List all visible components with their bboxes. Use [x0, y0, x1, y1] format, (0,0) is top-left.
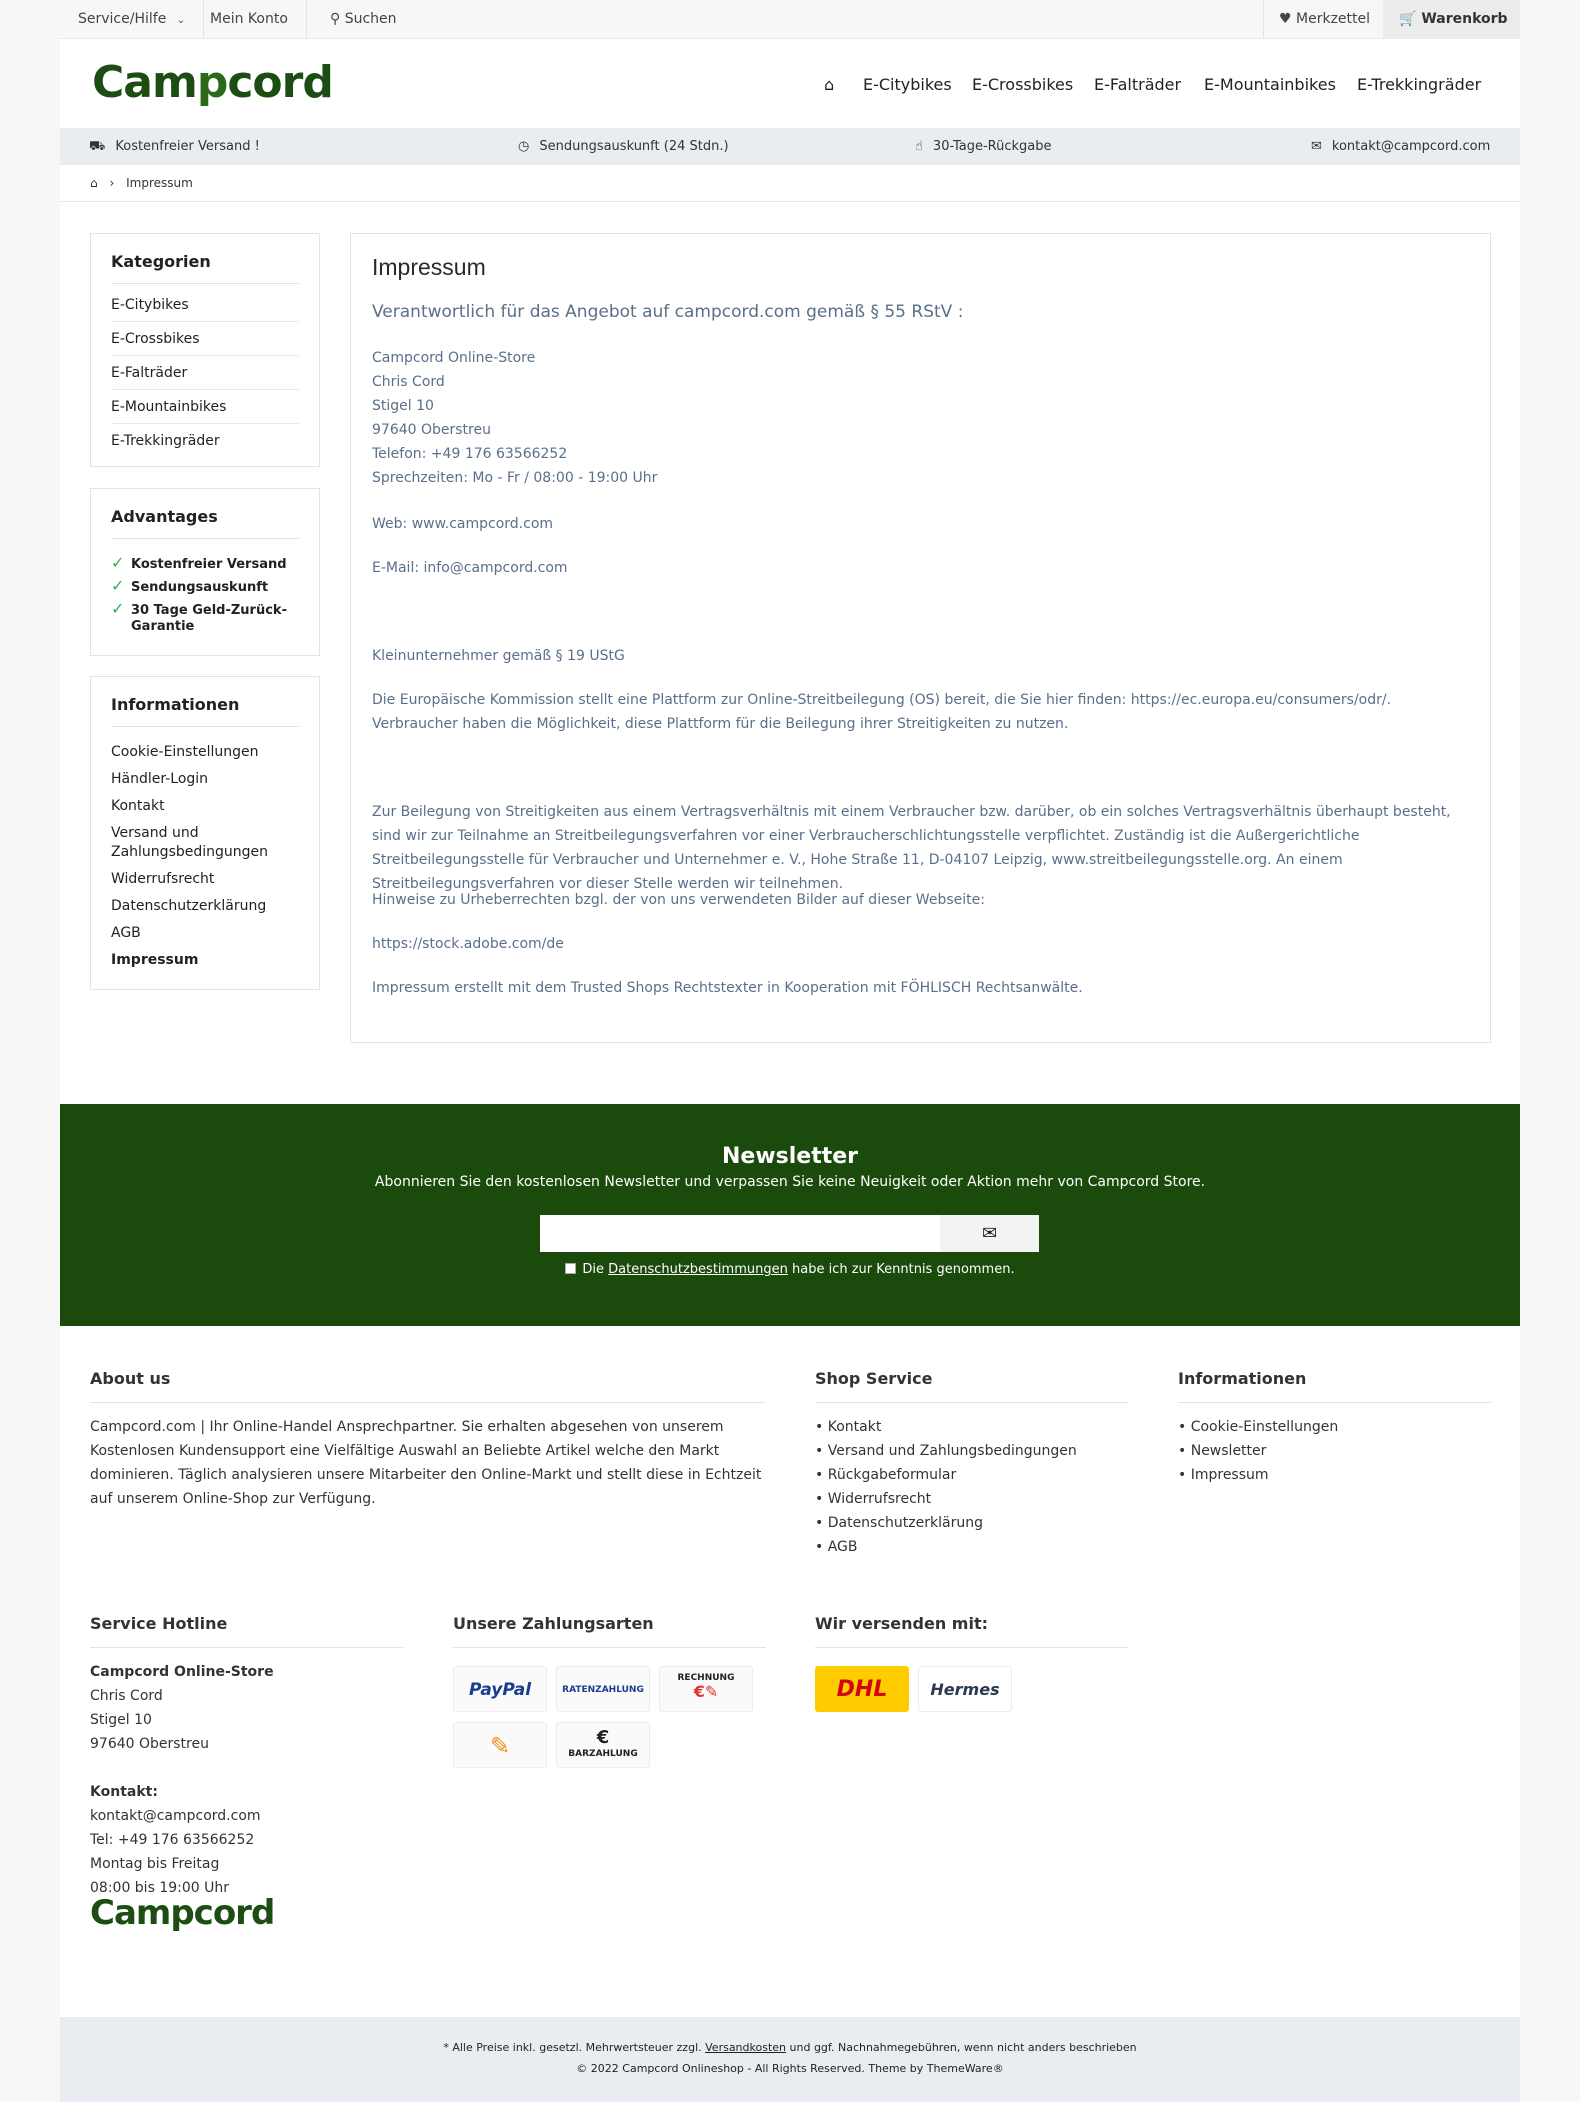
- footer-link[interactable]: • Cookie-Einstellungen: [1178, 1419, 1339, 1435]
- footer-link-label: Newsletter: [1190, 1443, 1267, 1459]
- barzahlung-label: BARZAHLUNG: [568, 1749, 638, 1759]
- paypal-logo: [453, 1666, 547, 1712]
- sidebar-item-faltraeder[interactable]: E-Falträder: [111, 356, 299, 390]
- sidebar-item-datenschutz[interactable]: Datenschutzerklärung: [111, 898, 267, 914]
- sidebar-item-trekkingraeder[interactable]: E-Trekkingräder: [111, 433, 220, 449]
- usp-tracking: [518, 128, 729, 165]
- thumbs-up-icon: ☝: [915, 139, 923, 154]
- sidebar-item-agb[interactable]: AGB: [111, 925, 141, 941]
- checkmark-icon: ✓: [111, 599, 125, 618]
- clock-icon: ◷: [518, 139, 530, 154]
- hotline-line: 97640 Oberstreu: [90, 1736, 209, 1752]
- footer-hotline: [90, 1614, 403, 1900]
- hours-line: Sprechzeiten: Mo - Fr / 08:00 - 19:00 Uhr: [372, 470, 658, 486]
- wishlist-link[interactable]: [1263, 0, 1385, 39]
- footer-shop-service: [815, 1369, 1128, 1559]
- usp-shipping: [89, 128, 260, 165]
- email-line: E-Mail: info@campcord.com: [372, 560, 568, 576]
- shop-service-title: Shop Service: [815, 1369, 1128, 1403]
- service-menu[interactable]: [60, 0, 204, 39]
- nav-item-crossbikes[interactable]: E-Crossbikes: [972, 75, 1074, 94]
- account-link[interactable]: [192, 0, 307, 39]
- home-icon[interactable]: ⌂: [824, 75, 835, 94]
- contact-days: Montag bis Freitag: [90, 1856, 220, 1872]
- cart-link[interactable]: [1383, 0, 1520, 39]
- chevron-down-icon: ⌄: [176, 15, 186, 26]
- envelope-icon: ✉: [1311, 139, 1322, 154]
- paypal-label: PayPal: [468, 1680, 532, 1700]
- address-block: [372, 346, 1472, 490]
- footer-link[interactable]: • Rückgabeformular: [815, 1467, 957, 1483]
- info-list: [91, 743, 319, 970]
- top-bar: [60, 0, 1520, 39]
- sidebar-item-impressum[interactable]: Impressum: [111, 952, 199, 968]
- logo-text-b: p: [196, 57, 228, 108]
- sidebar-item-citybikes[interactable]: E-Citybikes: [111, 288, 299, 322]
- hotline-name: Campcord Online-Store: [90, 1664, 274, 1680]
- home-icon[interactable]: ⌂: [90, 176, 98, 190]
- shipping-title: Wir versenden mit:: [815, 1614, 1128, 1648]
- euro-coin-icon: €: [596, 1727, 610, 1748]
- footer-info-title: Informationen: [1178, 1369, 1491, 1403]
- dhl-label: DHL: [836, 1677, 888, 1702]
- breadcrumb: [90, 172, 193, 194]
- footer-link-label: Rückgabeformular: [827, 1467, 957, 1483]
- footer-link[interactable]: • Versand und Zahlungsbedingungen: [815, 1443, 1077, 1459]
- about-text: Campcord.com | Ihr Online-Handel Ansprechpartner. Sie erhalten abgesehen von unserem Kostenlosen Kundensupport eine Vielfältige Auswahl an Beliebte Artikel welche den Markt dominieren. Täglich analysieren unsere Mitarbeiter den Online-Markt und stellt diese in Echtzeit auf unserem Online-Shop zur Verfügung.: [90, 1419, 762, 1507]
- footer-link-label: Kontakt: [827, 1419, 882, 1435]
- tax-line: Kleinunternehmer gemäß § 19 UStG: [372, 648, 625, 664]
- nav-item-citybikes[interactable]: E-Citybikes: [863, 75, 952, 94]
- logo-text-c: cord: [227, 57, 333, 108]
- footer-about: [90, 1369, 765, 1511]
- checkmark-icon: ✓: [111, 553, 125, 572]
- contact-hours: 08:00 bis 19:00 Uhr: [90, 1880, 229, 1896]
- newsletter-subtitle: Abonnieren Sie den kostenlosen Newsletter und verpassen Sie keine Neuigkeit oder Aktion mehr von Campcord Store.: [374, 1174, 1206, 1190]
- created-note: Impressum erstellt mit dem Trusted Shops Rechtstexter in Kooperation mit FÖHLISCH Rechtsanwälte.: [372, 980, 1083, 996]
- truck-icon: ⛟: [89, 139, 106, 154]
- sidebar-item-crossbikes[interactable]: E-Crossbikes: [111, 322, 299, 356]
- impressum-content: [350, 233, 1491, 1043]
- info-box: [90, 676, 320, 990]
- contact-label: Kontakt:: [90, 1784, 158, 1800]
- newsletter-section: [60, 1104, 1520, 1326]
- hermes-label: Hermes: [930, 1680, 1000, 1699]
- envelope-icon: ✉: [981, 1223, 998, 1244]
- logo-text-a: Cam: [92, 57, 197, 108]
- newsletter-title: Newsletter: [721, 1144, 859, 1169]
- footer-link[interactable]: • AGB: [815, 1539, 858, 1555]
- newsletter-email-input[interactable]: [540, 1215, 940, 1252]
- footer-link[interactable]: • Widerrufsrecht: [815, 1491, 932, 1507]
- footer-link[interactable]: • Impressum: [1178, 1467, 1269, 1483]
- footer-link-label: Widerrufsrecht: [827, 1491, 932, 1507]
- categories-list: [91, 288, 319, 457]
- advantage-label: Sendungsauskunft: [131, 580, 269, 595]
- breadcrumb-current: Impressum: [126, 176, 193, 190]
- payment-title: Unsere Zahlungsarten: [453, 1614, 766, 1648]
- usp-shipping-label: Kostenfreier Versand !: [115, 139, 260, 154]
- invoice-icon: €✎: [693, 1682, 719, 1701]
- price-note-post: und ggf. Nachnahmegebühren, wenn nicht anders beschrieben: [789, 2041, 1137, 2054]
- phone-line: Telefon: +49 176 63566252: [372, 446, 568, 462]
- newsletter-submit-button[interactable]: [940, 1215, 1039, 1252]
- price-note: [60, 2041, 1520, 2054]
- stock-link: https://stock.adobe.com/de: [372, 936, 564, 952]
- rechnung-label: RECHNUNG: [677, 1673, 735, 1683]
- price-note-pre: * Alle Preise inkl. gesetzl. Mehrwertsteuer zzgl.: [443, 2041, 702, 2054]
- dispute-paragraph: Zur Beilegung von Streitigkeiten aus einem Vertragsverhältnis mit einem Verbraucher bzw. darüber, ob ein solches Vertragsverhältnis überhaupt besteht, sind wir zur Teilnahme an Streitbeilegungsverfahren vor einer Verbraucherschlichtungsstelle verpflichtet. Zuständig ist die Außergerichtliche Streitbeilegungsstelle für Verbraucher und Unternehmer e. V., Hohe Straße 11, D-04107 Leipzig, www.streitbeilegungsstelle.org. An einem Streitbeilegungsverfahren vor dieser Stelle werden wir teilnehmen.: [372, 804, 1451, 892]
- footer-link[interactable]: • Kontakt: [815, 1419, 882, 1435]
- hotline-title: Service Hotline: [90, 1614, 403, 1648]
- odr-paragraph: Die Europäische Kommission stellt eine Plattform zur Online-Streitbeilegung (OS) bereit, die Sie hier finden: https://ec.europa.eu/consumers/odr/. Verbraucher haben die Möglichkeit, diese Plattform für die Beilegung ihrer Streitigkeiten zu nutzen.: [372, 692, 1392, 732]
- footer-shipping: [815, 1614, 1128, 1660]
- ratenzahlung-logo: [556, 1666, 650, 1712]
- sidebar-item-kontakt[interactable]: Kontakt: [111, 798, 165, 814]
- cheque-icon: ✎: [453, 1722, 547, 1768]
- search-icon: ⚲: [330, 11, 341, 27]
- chevron-right-icon: ›: [109, 176, 115, 190]
- consent-text-post: habe ich zur Kenntnis genommen.: [791, 1262, 1015, 1277]
- advantages-list: [91, 553, 319, 635]
- address-line: Stigel 10: [372, 398, 434, 414]
- footer-link-label: Impressum: [1190, 1467, 1269, 1483]
- main-nav: [60, 65, 1520, 105]
- page: [60, 0, 1520, 2102]
- contact-email[interactable]: kontakt@campcord.com: [90, 1808, 261, 1824]
- sidebar-item-haendler-login[interactable]: Händler-Login: [111, 771, 209, 787]
- footer-link-label: AGB: [827, 1539, 858, 1555]
- web-line: Web: www.campcord.com: [372, 516, 554, 532]
- wishlist-label: Merkzettel: [1296, 11, 1371, 27]
- advantage-label: Kostenfreier Versand: [131, 557, 287, 572]
- address-line: Campcord Online-Store: [372, 350, 536, 366]
- hotline-line: Chris Cord: [90, 1688, 163, 1704]
- consent-text-pre: Die: [582, 1262, 605, 1277]
- sidebar-item-cookies[interactable]: Cookie-Einstellungen: [111, 744, 259, 760]
- sidebar-item-versand[interactable]: Versand und Zahlungsbedingungen: [111, 825, 269, 860]
- footer-link-label: Versand und Zahlungsbedingungen: [827, 1443, 1077, 1459]
- advantage-item: [111, 553, 299, 573]
- footer-informationen: [1178, 1369, 1491, 1487]
- footer-link-label: Datenschutzerklärung: [827, 1515, 983, 1531]
- copyright: © 2022 Campcord Onlineshop - All Rights Reserved. Theme by ThemeWare®: [576, 2062, 1004, 2075]
- footer-link[interactable]: • Datenschutzerklärung: [815, 1515, 983, 1531]
- footer-payments: [453, 1614, 766, 1660]
- advantage-item: [111, 576, 299, 596]
- heart-icon: ♥: [1279, 11, 1292, 27]
- checkmark-icon: ✓: [111, 576, 125, 595]
- dhl-logo: [815, 1666, 909, 1712]
- advantages-title: Advantages: [111, 507, 299, 539]
- bottom-bar: [60, 2017, 1520, 2102]
- info-title: Informationen: [111, 695, 299, 727]
- account-label: Mein Konto: [210, 11, 288, 27]
- footer-link-label: Cookie-Einstellungen: [1190, 1419, 1339, 1435]
- contact-phone: Tel: +49 176 63566252: [90, 1832, 255, 1848]
- usp-bar: [60, 128, 1520, 165]
- usp-returns-label: 30-Tage-Rückgabe: [932, 139, 1052, 154]
- nav-item-faltraeder[interactable]: E-Falträder: [1094, 75, 1182, 94]
- rechnung-logo: [659, 1666, 753, 1712]
- categories-title: Kategorien: [111, 252, 299, 284]
- sidebar-item-widerrufsrecht[interactable]: Widerrufsrecht: [111, 871, 215, 887]
- cart-label: Warenkorb: [1421, 11, 1508, 27]
- hotline-line: Stigel 10: [90, 1712, 152, 1728]
- ratenzahlung-label: RATENZAHLUNG: [562, 1685, 644, 1695]
- search-label: Suchen: [344, 11, 397, 27]
- usp-tracking-label: Sendungsauskunft (24 Stdn.): [539, 139, 729, 154]
- footer-logo: Campcord: [90, 1893, 275, 1933]
- privacy-checkbox[interactable]: [565, 1263, 576, 1274]
- search-toggle[interactable]: [312, 0, 415, 39]
- service-label: Service/Hilfe: [78, 11, 167, 27]
- advantages-box: [90, 488, 320, 656]
- usp-email[interactable]: [1311, 128, 1490, 165]
- responsible-heading: Verantwortlich für das Angebot auf campcord.com gemäß § 55 RStV :: [372, 302, 964, 322]
- versandkosten-link[interactable]: Versandkosten: [705, 2041, 787, 2054]
- divider: [60, 201, 1520, 202]
- advantage-label: 30 Tage Geld-Zurück-Garantie: [131, 603, 287, 634]
- hermes-logo: [918, 1666, 1012, 1712]
- privacy-consent: [60, 1262, 1520, 1277]
- sidebar-item-mountainbikes[interactable]: E-Mountainbikes: [111, 390, 299, 424]
- usp-email-label: kontakt@campcord.com: [1331, 139, 1491, 154]
- footer-link[interactable]: • Newsletter: [1178, 1443, 1267, 1459]
- barzahlung-logo: [556, 1722, 650, 1768]
- nav-item-mountainbikes[interactable]: E-Mountainbikes: [1204, 75, 1336, 94]
- privacy-link[interactable]: Datenschutzbestimmungen: [608, 1262, 788, 1277]
- address-line: Chris Cord: [372, 374, 445, 390]
- nav-item-trekkingraeder[interactable]: E-Trekkingräder: [1357, 75, 1482, 94]
- page-title: Impressum: [372, 254, 486, 280]
- usp-returns: [915, 128, 1052, 165]
- address-line: 97640 Oberstreu: [372, 422, 491, 438]
- about-title: About us: [90, 1369, 765, 1403]
- advantage-item: [111, 599, 299, 635]
- copyright-note: Hinweise zu Urheberrechten bzgl. der von uns verwendeten Bilder auf dieser Webseite:: [372, 892, 985, 908]
- categories-box: [90, 233, 320, 467]
- cart-icon: 🛒: [1399, 11, 1417, 27]
